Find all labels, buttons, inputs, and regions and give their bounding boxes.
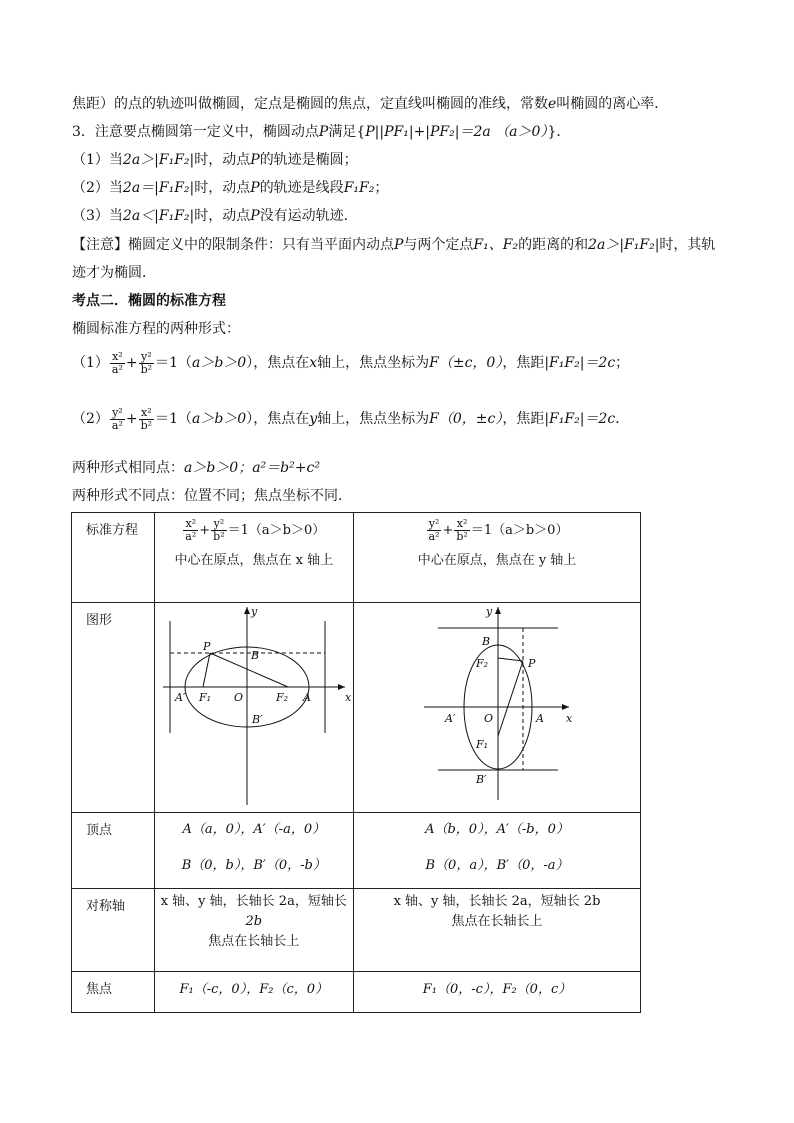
line-text: 迹才为椭圆． [72,265,156,281]
line-text: 的距离的和 [518,237,589,253]
formula-2 [72,406,629,432]
point-F1-label: F₁ [476,738,489,751]
fraction [139,351,154,376]
point-A-prime-label: A′ [174,691,185,704]
plus-sign: + [125,411,138,427]
diff-points [72,486,352,506]
vertices-A: A（b，0），A′（-b，0） [425,822,569,837]
denominator: a² [428,530,440,543]
point-symbol: P [318,124,329,140]
line-text: 两种形式不同点：位置不同；焦点坐标不同． [72,488,352,504]
condition-expression: a＞b＞0 [192,355,247,371]
text-line-2 [72,122,570,142]
line-text: ； [374,180,389,196]
point-symbol: P [394,237,404,253]
line-text: ），焦点在 [246,411,310,427]
eccentricity-symbol: e [548,96,557,112]
line-text: 时，动点 [194,152,251,168]
table-row-equation [72,513,641,603]
vertices-B: B（0，a），B′（0，-a） [425,858,569,873]
cell-x-symmetry [154,889,353,972]
point-A-label: A [536,712,544,725]
equation [156,517,352,545]
focus-coords: F（0，±c） [429,411,503,427]
line-text: 焦距）的点的轨迹叫做椭圆，定点是椭圆的焦点，定直线叫椭圆的准线，常数 [72,96,548,112]
fraction [110,351,125,376]
x-axis-arrow [562,704,569,710]
focal-distance: |F₁F₂|＝2c [544,411,616,427]
case-2 [72,178,388,198]
denominator: b² [140,418,153,432]
case-1 [72,150,358,170]
line-text: 叫椭圆的离心率． [556,96,669,112]
point-B-prime-label: B′ [251,713,263,726]
vertical-ellipse-diagram [354,603,640,808]
fraction [454,518,469,543]
fraction [183,518,198,543]
line-text: ＝1（ [155,355,192,371]
numerator: y² [110,407,125,420]
point-B-label: B [482,635,491,648]
numerator: x² [183,518,198,531]
denominator: a² [111,362,123,376]
vertices-B: B（0，b），B′（0，-b） [181,858,326,873]
line-text: 两种形式相同点： [72,460,184,476]
line-text: 满足{ [328,124,366,140]
formula-1 [72,350,629,376]
segment-PF1 [498,661,523,736]
segment-symbol: F₁F₂ [343,180,375,196]
line-text: 时，动点 [194,180,251,196]
line-text: 的轨迹是椭圆； [259,152,358,168]
point-F2-label: F₂ [275,691,288,704]
section-heading [72,291,226,311]
point-B-prime-label: B′ [476,773,487,786]
focus-coords: F（±c，0） [429,355,503,371]
line-text: （1）当 [72,152,123,168]
row-header: 标准方程 [72,513,155,603]
focal-distance: |F₁F₂|＝2c [544,355,616,371]
origin-label: O [233,691,243,704]
row-header: 焦点 [72,972,155,1013]
denominator: b² [456,530,468,543]
fraction [427,518,442,543]
note-line-1 [72,235,715,255]
point-P-label: P [202,640,210,653]
line-text: 时，其轨 [659,237,716,253]
numerator: x² [454,518,469,531]
case-3 [72,206,358,226]
forms-intro [72,319,240,339]
vertices-A: A（a，0），A′（-a，0） [182,822,326,837]
line-text: （3）当 [72,208,123,224]
axis-info: x 轴、y 轴，长轴长 2a，短轴长 [160,894,347,909]
point-A-label: A [302,691,311,704]
condition-expression: 2a＝|F₁F₂| [122,180,195,196]
point-symbol: P [250,180,260,196]
cell-x-ellipse-figure [154,603,353,813]
condition-expression: 2a＜|F₁F₂| [122,208,195,224]
line-text: 轴上，焦点坐标为 [317,355,430,371]
fraction [211,518,226,543]
plus-sign: + [199,523,211,538]
note-line-2 [72,263,156,283]
equation-tail: ＝1（a＞b＞0） [227,523,326,538]
plus-sign: + [442,523,454,538]
cell-y-ellipse-equation [354,513,641,603]
horizontal-ellipse-diagram [155,603,351,808]
cell-x-ellipse-equation [154,513,353,603]
table-row-foci [72,972,641,1013]
point-P-label: P [528,657,536,670]
y-axis-arrow [244,607,250,614]
axis-info: x 轴、y 轴，长轴长 2a，短轴长 2b [393,894,601,909]
numerator: y² [139,351,154,364]
line-text: （2）当 [72,180,123,196]
point-F2-label: F₂ [476,657,489,670]
equation-tail: ＝1（a＞b＞0） [470,523,569,538]
line-text: }． [547,124,571,140]
fraction [139,407,154,432]
x-axis-arrow [338,684,345,690]
line-text: ，焦距 [502,355,545,371]
y-axis-arrow [495,607,501,614]
row-header: 图形 [72,603,155,813]
row-header: 顶点 [72,813,155,889]
segment-PF2 [210,653,288,687]
cell-y-ellipse-figure [354,603,641,813]
center-note: 中心在原点，焦点在 y 轴上 [417,553,577,568]
line-text: 轴上，焦点坐标为 [317,411,430,427]
cell-x-vertices [154,813,353,889]
point-A-prime-label: A′ [445,712,456,725]
line-text: 的轨迹是线段 [259,180,344,196]
minor-axis-length: 2b [245,914,263,929]
condition-expression: 2a＞|F₁F₂| [588,237,660,253]
numerator: y² [211,518,226,531]
line-text: ＝1（ [155,411,192,427]
section-title: 考点二．椭圆的标准方程 [72,293,226,309]
line-text: ，焦距 [502,411,545,427]
x-axis-label: x [344,691,351,704]
x-axis-label: x [566,712,573,725]
point-symbol: P [250,208,260,224]
axis-symbol: x [309,355,318,371]
y-axis-label: y [486,605,493,618]
condition-expression: a＞b＞0 [192,411,247,427]
line-text: 椭圆标准方程的两种形式： [72,321,240,337]
cell-y-foci: F₁（0，-c），F₂（0，c） [354,972,641,1013]
relation-expression: a＞b＞0；a²＝b²+c² [184,460,320,476]
origin-label: O [484,712,494,725]
focus-note: 焦点在长轴长上 [208,934,300,949]
point-symbol: P [250,152,260,168]
line-text: 与两个定点 [403,237,474,253]
condition-expression: 2a＞|F₁F₂| [122,152,195,168]
line-text: ． [615,411,630,427]
line-text: ； [615,355,630,371]
cell-y-symmetry [354,889,641,972]
line-text: 没有运动轨迹． [259,208,358,224]
denominator: b² [140,362,153,376]
focus-symbols: F₁、F₂ [473,237,519,253]
denominator: a² [111,418,123,432]
fraction [110,407,125,432]
denominator: a² [185,530,197,543]
table-row-symmetry [72,889,641,972]
axis-symbol: y [309,411,318,427]
text-line-1 [72,94,668,114]
line-text: 时，动点 [194,208,251,224]
formula-index: （1） [72,355,109,371]
table-row-figure [72,603,641,813]
numerator: y² [427,518,442,531]
center-note: 中心在原点，焦点在 x 轴上 [174,553,334,568]
standard-equation-table [71,512,641,1013]
numerator: x² [110,351,125,364]
formula-index: （2） [72,411,109,427]
line-text: 3．注意要点椭圆第一定义中，椭圆动点 [72,124,319,140]
cell-y-vertices [354,813,641,889]
condition-expression: P||PF₁|+|PF₂|＝2a （a＞0） [365,124,548,140]
denominator: b² [213,530,225,543]
cell-x-foci: F₁（-c，0），F₂（c，0） [154,972,353,1013]
point-B-label: B [250,649,259,662]
same-points [72,458,320,478]
numerator: x² [139,407,154,420]
plus-sign: + [125,355,138,371]
line-text: 【注意】椭圆定义中的限制条件：只有当平面内动点 [72,237,394,253]
row-header: 对称轴 [72,889,155,972]
y-axis-label: y [250,605,257,618]
table-row-vertices [72,813,641,889]
equation [355,517,639,545]
line-text: ），焦点在 [246,355,310,371]
focus-note: 焦点在长轴长上 [451,914,543,929]
point-F1-label: F₁ [198,691,211,704]
